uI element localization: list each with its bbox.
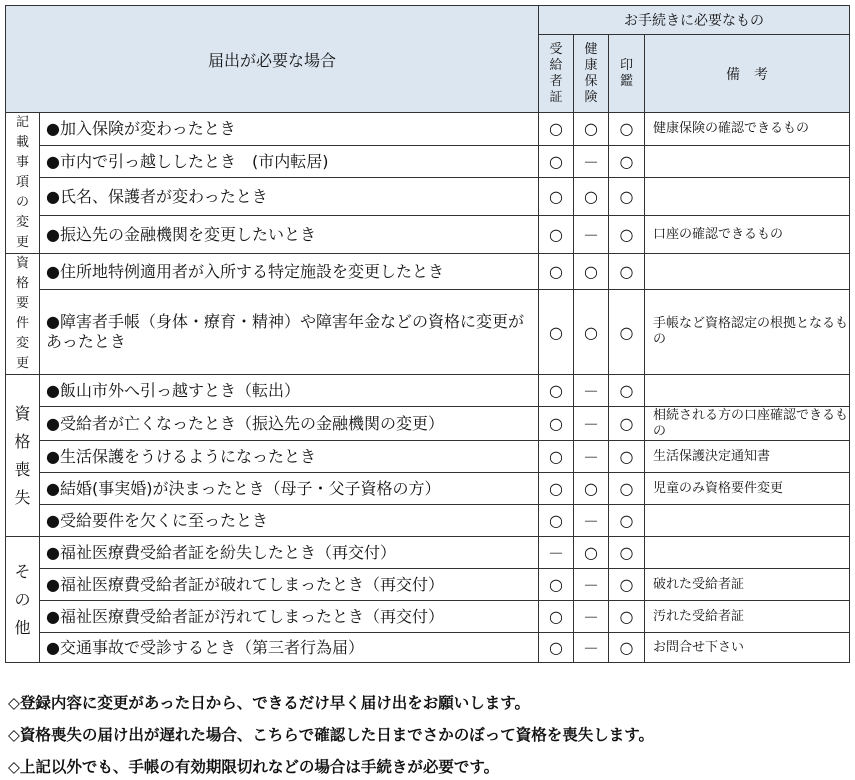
case-header: 届出が必要な場合 [6,6,539,113]
footnote-1: ◇登録内容に変更があった日から、できるだけ早く届け出をお願いします。 [8,694,531,712]
table-row [6,537,850,569]
certificate-mark: ○ [539,569,574,601]
insurance-mark: ○ [574,290,609,375]
table-row [6,407,850,441]
table-row [6,633,850,663]
note-cell: 破れた受給者証 [645,569,850,601]
case-description: ●加入保険が変わったとき [40,113,539,146]
insurance-mark: － [574,216,609,254]
certificate-mark: ○ [539,407,574,441]
seal-mark: ○ [609,375,645,407]
note-cell: 手帳など資格認定の根拠となるもの [645,290,850,375]
case-description: ●市内で引っ越ししたとき (市内転居) [40,145,539,178]
table-row [6,601,850,633]
insurance-mark: － [574,633,609,663]
insurance-mark: － [574,569,609,601]
seal-mark: ○ [609,441,645,473]
seal-mark: ○ [609,473,645,505]
certificate-mark: ○ [539,113,574,146]
procedure-table [5,5,850,663]
table-row [6,569,850,601]
category-label: 記 載 事 項 の 変 更 [6,113,40,254]
certificate-mark: ○ [539,633,574,663]
certificate-mark: － [539,537,574,569]
table-row [6,178,850,216]
note-cell [645,375,850,407]
case-description: ●福祉医療費受給者証が汚れてしまったとき（再交付） [40,601,539,633]
table-row [6,145,850,178]
case-description: ●福祉医療費受給者証が破れてしまったとき（再交付） [40,569,539,601]
seal-mark: ○ [609,178,645,216]
note-cell: 児童のみ資格要件変更 [645,473,850,505]
certificate-mark: ○ [539,254,574,290]
insurance-mark: － [574,505,609,537]
required-items-header: お手続きに必要なもの [539,6,850,35]
certificate-mark: ○ [539,178,574,216]
case-description: ●受給要件を欠くに至ったとき [40,505,539,537]
note-cell [645,145,850,178]
col-header-notes: 備 考 [645,35,850,113]
col-header-seal: 印 鑑 [609,35,645,113]
case-description: ●結婚(事実婚)が決まったとき（母子・父子資格の方） [40,473,539,505]
note-cell: 健康保険の確認できるもの [645,113,850,146]
seal-mark: ○ [609,145,645,178]
note-cell: 口座の確認できるもの [645,216,850,254]
insurance-mark: ○ [574,473,609,505]
case-description: ●住所地特例適用者が入所する特定施設を変更したとき [40,254,539,290]
certificate-mark: ○ [539,145,574,178]
seal-mark: ○ [609,290,645,375]
note-cell: 生活保護決定通知書 [645,441,850,473]
note-cell: 汚れた受給者証 [645,601,850,633]
insurance-mark: － [574,145,609,178]
table-row [6,473,850,505]
certificate-mark: ○ [539,290,574,375]
case-description: ●氏名、保護者が変わったとき [40,178,539,216]
note-cell [645,254,850,290]
note-cell [645,505,850,537]
certificate-mark: ○ [539,473,574,505]
certificate-mark: ○ [539,216,574,254]
seal-mark: ○ [609,569,645,601]
seal-mark: ○ [609,601,645,633]
case-description: ●受給者が亡くなったとき（振込先の金融機関の変更） [40,407,539,441]
insurance-mark: ○ [574,537,609,569]
certificate-mark: ○ [539,505,574,537]
seal-mark: ○ [609,633,645,663]
case-description: ●障害者手帳（身体・療育・精神）や障害年金などの資格に変更があったとき [40,290,539,375]
certificate-mark: ○ [539,441,574,473]
table-row [6,441,850,473]
case-description: ●交通事故で受診するとき（第三者行為届） [40,633,539,663]
footnote-3: ◇上記以外でも、手帳の有効期限切れなどの場合は手続きが必要です。 [8,758,500,776]
col-header-certificate: 受 給 者 証 [539,35,574,113]
table-row [6,113,850,146]
insurance-mark: ○ [574,178,609,216]
category-label: そ の 他 [6,537,40,663]
insurance-mark: － [574,601,609,633]
seal-mark: ○ [609,407,645,441]
table-row [6,505,850,537]
col-header-insurance: 健 康 保 険 [574,35,609,113]
case-description: ●飯山市外へ引っ越すとき（転出） [40,375,539,407]
note-cell: お問合せ下さい [645,633,850,663]
table-row [6,375,850,407]
insurance-mark: － [574,375,609,407]
note-cell [645,537,850,569]
case-description: ●振込先の金融機関を変更したいとき [40,216,539,254]
note-cell [645,178,850,216]
insurance-mark: ○ [574,254,609,290]
certificate-mark: ○ [539,375,574,407]
seal-mark: ○ [609,216,645,254]
seal-mark: ○ [609,113,645,146]
category-label: 資 格 要 件 変 更 [6,254,40,375]
insurance-mark: － [574,407,609,441]
certificate-mark: ○ [539,601,574,633]
case-description: ●生活保護をうけるようになったとき [40,441,539,473]
table-row [6,216,850,254]
seal-mark: ○ [609,254,645,290]
note-cell: 相続される方の口座確認できるもの [645,407,850,441]
footnote-2: ◇資格喪失の届け出が遅れた場合、こちらで確認した日までさかのぼって資格を喪失します。 [8,726,655,744]
seal-mark: ○ [609,537,645,569]
insurance-mark: ○ [574,113,609,146]
seal-mark: ○ [609,505,645,537]
table-row [6,290,850,375]
table-row [6,254,850,290]
category-label: 資 格 喪 失 [6,375,40,537]
insurance-mark: － [574,441,609,473]
case-description: ●福祉医療費受給者証を紛失したとき（再交付） [40,537,539,569]
